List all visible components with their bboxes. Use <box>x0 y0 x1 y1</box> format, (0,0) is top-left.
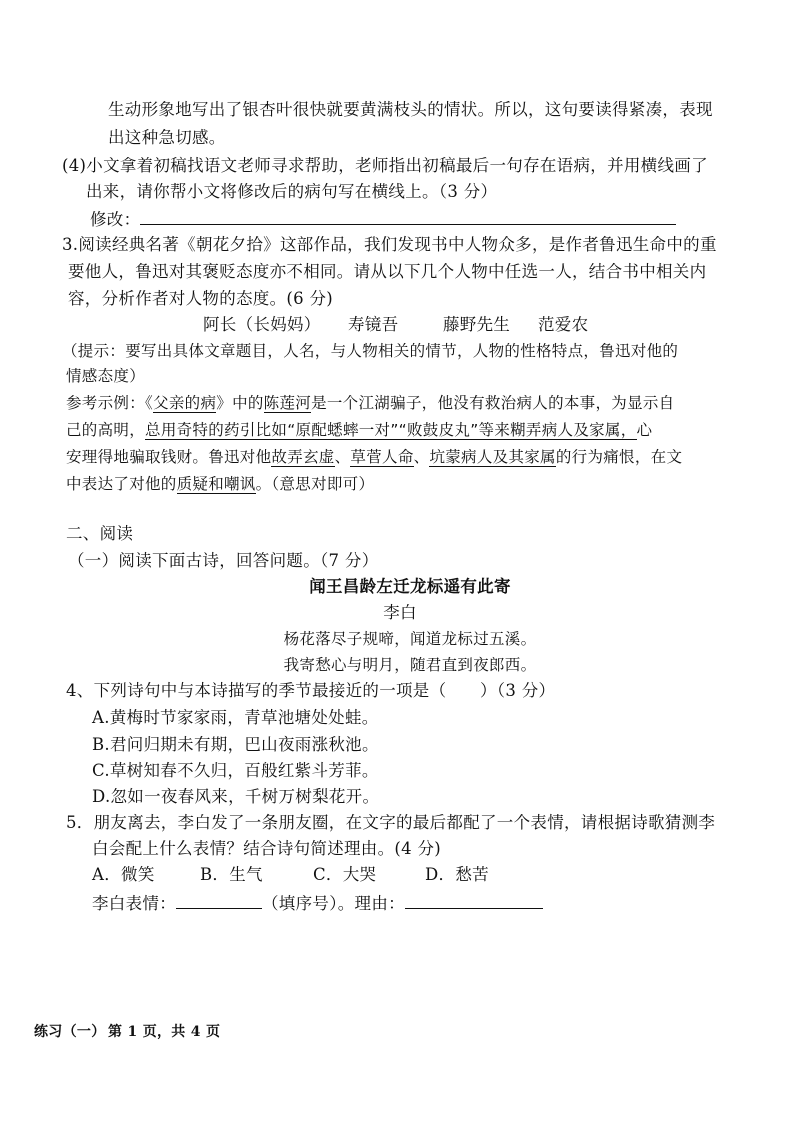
q4-option-a[interactable]: A.黄梅时节家家雨，青草池塘处处蛙。 <box>92 708 379 727</box>
q3-line1: 3.阅读经典名著《朝花夕拾》这部作品，我们发现书中人物众多，是作者鲁迅生命中的重 <box>62 235 717 254</box>
q5-answer-row <box>92 890 543 916</box>
revise-label: 修改： <box>90 210 141 229</box>
q4-stem: 4、下列诗句中与本诗描写的季节最接近的一项是（ ）（3 分） <box>66 681 556 700</box>
answer-underlined-name: 陈莲河 <box>263 394 312 412</box>
q2-4-line1: (4)小文拿着初稿找语文老师寻求帮助，老师指出初稿最后一句存在语病，并用横线画了 <box>62 156 708 175</box>
character-4: 范爱农 <box>538 315 589 334</box>
answer-line3 <box>66 445 682 469</box>
answer-text: 心 <box>636 421 653 439</box>
page-number: 第 1 页，共 4 页 <box>108 1024 221 1040</box>
answer-text: 》中的 <box>216 394 264 412</box>
answer-underlined-title: 父亲的病 <box>153 394 217 412</box>
answer-text: 是一个江湖骗子，他没有救治病人的本事，为显示自 <box>311 394 675 412</box>
q4-option-b[interactable]: B.君问归期未有期，巴山夜雨涨秋池。 <box>92 735 379 754</box>
poem-author: 李白 <box>383 603 417 622</box>
poem-line1: 杨花落尽子规啼，闻道龙标过五溪。 <box>283 630 537 648</box>
answer-text: 。（意思对即可） <box>255 475 375 493</box>
character-1: 阿长（长妈妈） <box>203 315 321 334</box>
poem-instructions: （一）阅读下面古诗，回答问题。（7 分） <box>68 551 379 570</box>
answer-line2 <box>66 418 652 442</box>
q3-line3: 容，分析作者对人物的态度。(6 分) <box>68 289 334 308</box>
q5-line2: 白会配上什么表情？结合诗句简述理由。(4 分) <box>92 839 442 858</box>
answer-text: 、 <box>334 448 351 466</box>
answer-text: 安理得地骗取钱财。鲁迅对他 <box>66 448 272 466</box>
q4-option-c[interactable]: C.草树知春不久归，百般红紫斗芳菲。 <box>92 761 379 780</box>
answer-underlined-trait: 坑蒙病人及其家属 <box>429 448 556 466</box>
q2-continuation-line2: 出这种急切感。 <box>108 128 226 147</box>
poem-line2: 我寄愁心与明月，随君直到夜郎西。 <box>283 656 537 674</box>
q3-line2: 要他人，鲁迅对其褒贬态度亦不相同。请从以下几个人物中任选一人，结合书中相关内 <box>68 262 707 281</box>
answer-line1 <box>66 391 674 415</box>
q5-option-c[interactable]: C．大哭 <box>313 865 377 884</box>
q5-option-b[interactable]: B．生气 <box>200 865 263 884</box>
answer-underlined-trait: 故弄玄虚 <box>271 448 335 466</box>
reason-answer-line[interactable] <box>405 890 543 909</box>
character-2: 寿镜吾 <box>348 315 399 334</box>
answer-underlined-plot: 总用奇特的药引比如“原配蟋蟀一对”“败鼓皮丸”等来糊弄病人及家属， <box>145 421 637 439</box>
answer-text: 参考示例：《 <box>66 394 154 412</box>
answer-underlined-attitude: 质疑和嘲讽 <box>176 475 256 493</box>
expression-label: 李白表情： <box>92 894 176 913</box>
revise-row <box>90 206 676 232</box>
q2-continuation-line1: 生动形象地写出了银杏叶很快就要黄满枝头的情状。所以，这句要读得紧凑，表现 <box>108 100 713 119</box>
revise-answer-line[interactable] <box>140 206 676 225</box>
answer-text: 、 <box>413 448 430 466</box>
footer-left: 练习（一） <box>34 1024 106 1040</box>
answer-line4 <box>66 472 374 496</box>
answer-underlined-trait: 草菅人命 <box>350 448 414 466</box>
q5-option-d[interactable]: D．愁苦 <box>425 865 489 884</box>
hint-line2: 情感态度） <box>66 367 146 385</box>
hint-line1: （提示：要写出具体文章题目，人名，与人物相关的情节，人物的性格特点，鲁迅对他的 <box>62 342 679 360</box>
fill-note: （填序号）。理由： <box>262 894 405 913</box>
answer-text: 中表达了对他的 <box>66 475 177 493</box>
character-3: 藤野先生 <box>443 315 511 334</box>
answer-text: 的行为痛恨，在文 <box>555 448 683 466</box>
expression-answer-line[interactable] <box>176 890 262 909</box>
q4-option-d[interactable]: D.忽如一夜春风来，千树万树梨花开。 <box>92 787 380 806</box>
poem-title: 闻王昌龄左迁龙标遥有此寄 <box>309 577 511 596</box>
q2-4-line2: 出来，请你帮小文将修改后的病句写在横线上。（3 分） <box>86 182 498 201</box>
section-heading: 二、阅读 <box>66 524 134 543</box>
answer-text: 己的高明， <box>66 421 146 439</box>
q5-line1: 5．朋友离去，李白发了一条朋友圈，在文字的最后都配了一个表情，请根据诗歌猜测李 <box>66 813 716 832</box>
q5-option-a[interactable]: A．微笑 <box>92 865 155 884</box>
